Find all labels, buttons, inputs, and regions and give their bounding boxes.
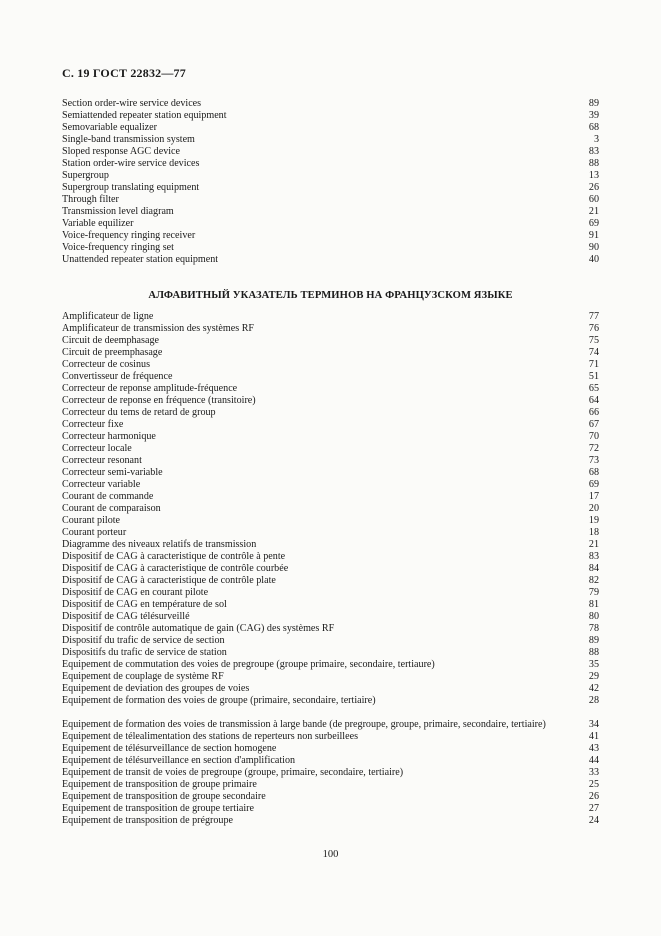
index-entry-number: 20: [588, 503, 599, 514]
index-entry-term: Dispositifs du trafic de service de station: [62, 647, 227, 658]
index-entry-term: Supergroup translating equipment: [62, 182, 200, 193]
index-entry-number: 17: [588, 491, 599, 502]
index-entry-term: Equipement de couplage de système RF: [62, 671, 224, 682]
index-entry: [62, 206, 599, 218]
index-entry-number: 89: [588, 98, 599, 109]
index-entry-number: 75: [588, 335, 599, 346]
english-term-index: [62, 98, 599, 266]
index-entry-term: Transmission level diagram: [62, 206, 174, 217]
index-entry-term: Equipement de deviation des groupes de voies: [62, 683, 250, 694]
index-entry-term: Dispositif de CAG télésurveillé: [62, 611, 190, 622]
index-entry-term: Equipement de transposition de groupe primaire: [62, 779, 257, 790]
index-entry-term: Correcteur semi-variable: [62, 467, 163, 478]
index-entry-number: 78: [588, 623, 599, 634]
index-entry-number: 42: [588, 683, 599, 694]
index-entry-number: 28: [588, 695, 599, 706]
index-entry-term: Correcteur fixe: [62, 419, 124, 430]
index-entry: [62, 311, 599, 323]
index-entry-number: 72: [588, 443, 599, 454]
index-entry-term: Equipement de formation des voies de groupe (primaire, secondaire, tertiaire): [62, 695, 376, 706]
index-entry: [62, 707, 599, 731]
index-entry-term: Correcteur de reponse en fréquence (transitoire): [62, 395, 256, 406]
index-entry-term: Section order-wire service devices: [62, 98, 202, 109]
index-entry: [62, 551, 599, 563]
index-entry: [62, 779, 599, 791]
index-entry-number: 67: [588, 419, 599, 430]
index-entry-term: Dispositif de CAG à caracteristique de contrôle à pente: [62, 551, 286, 562]
index-entry-term: Courant porteur: [62, 527, 127, 538]
index-entry: [62, 527, 599, 539]
index-entry: [62, 455, 599, 467]
index-entry-number: 91: [588, 230, 599, 241]
index-entry-term: Dispositif du trafic de service de section: [62, 635, 225, 646]
index-entry: [62, 503, 599, 515]
index-entry-number: 60: [588, 194, 599, 205]
index-entry: [62, 395, 599, 407]
index-entry: [62, 134, 599, 146]
index-entry-number: 44: [588, 755, 599, 766]
index-entry-term: Amplificateur de ligne: [62, 311, 154, 322]
index-entry-number: 3: [593, 134, 599, 145]
french-index-heading: АЛФАВИТНЫЙ УКАЗАТЕЛЬ ТЕРМИНОВ НА ФРАНЦУЗСКОМ ЯЗЫКЕ: [148, 290, 513, 301]
index-entry-number: 18: [588, 527, 599, 538]
index-entry-number: 34: [588, 719, 599, 730]
index-entry-number: 51: [588, 371, 599, 382]
index-entry: [62, 371, 599, 383]
index-entry: [62, 347, 599, 359]
index-entry: [62, 170, 599, 182]
index-entry: [62, 803, 599, 815]
index-entry-number: 83: [588, 146, 599, 157]
index-entry-term: Courant de comparaison: [62, 503, 161, 514]
index-entry: [62, 407, 599, 419]
index-entry-term: Correcteur harmonique: [62, 431, 156, 442]
index-entry-term: Voice-frequency ringing receiver: [62, 230, 196, 241]
index-entry-term: Correcteur variable: [62, 479, 141, 490]
index-entry: [62, 110, 599, 122]
index-entry-term: Equipement de transposition de groupe secondaire: [62, 791, 266, 802]
french-term-index: [62, 311, 599, 827]
index-entry: [62, 194, 599, 206]
index-entry-number: 26: [588, 791, 599, 802]
index-entry-term: Circuit de preemphasage: [62, 347, 163, 358]
index-entry-term: Unattended repeater station equipment: [62, 254, 219, 265]
index-entry: [62, 563, 599, 575]
index-entry-number: 25: [588, 779, 599, 790]
index-entry-number: 19: [588, 515, 599, 526]
index-entry-term: Correcteur de cosinus: [62, 359, 151, 370]
index-entry-term: Single-band transmission system: [62, 134, 195, 145]
index-entry-term: Convertisseur de fréquence: [62, 371, 173, 382]
index-entry-term: Dispositif de CAG en courant pilote: [62, 587, 209, 598]
index-entry-number: 26: [588, 182, 599, 193]
index-entry-number: 89: [588, 635, 599, 646]
index-entry-number: 68: [588, 122, 599, 133]
index-entry-number: 81: [588, 599, 599, 610]
page-number: 100: [322, 849, 339, 860]
index-entry: [62, 323, 599, 335]
index-entry: [62, 671, 599, 683]
index-entry-number: 33: [588, 767, 599, 778]
index-entry-number: 41: [588, 731, 599, 742]
index-entry-number: 21: [588, 539, 599, 550]
index-entry-number: 77: [588, 311, 599, 322]
index-entry: [62, 335, 599, 347]
index-entry-number: 71: [588, 359, 599, 370]
index-entry-number: 79: [588, 587, 599, 598]
index-entry-number: 35: [588, 659, 599, 670]
index-entry-number: 39: [588, 110, 599, 121]
index-entry-term: Voice-frequency ringing set: [62, 242, 174, 253]
index-entry-number: 68: [588, 467, 599, 478]
index-entry-number: 27: [588, 803, 599, 814]
index-entry-term: Dispositif de CAG en température de sol: [62, 599, 227, 610]
index-entry: [62, 575, 599, 587]
index-entry: [62, 659, 599, 671]
index-entry-number: 90: [588, 242, 599, 253]
index-entry: [62, 479, 599, 491]
index-entry-term: Correcteur de reponse amplitude-fréquence: [62, 383, 238, 394]
index-entry-term: Supergroup: [62, 170, 109, 181]
index-entry-number: 73: [588, 455, 599, 466]
index-entry: [62, 731, 599, 743]
index-entry: [62, 623, 599, 635]
index-entry-term: Semiattended repeater station equipment: [62, 110, 227, 121]
index-entry-number: 13: [588, 170, 599, 181]
index-entry: [62, 683, 599, 695]
index-entry-number: 65: [588, 383, 599, 394]
index-entry-number: 80: [588, 611, 599, 622]
index-entry-number: 84: [588, 563, 599, 574]
index-entry: [62, 491, 599, 503]
index-entry: [62, 635, 599, 647]
index-entry-number: 43: [588, 743, 599, 754]
index-entry: [62, 218, 599, 230]
index-entry-term: Equipement de télésurveillance de section homogene: [62, 743, 277, 754]
index-entry: [62, 182, 599, 194]
index-entry-term: Sloped response AGC device: [62, 146, 181, 157]
index-entry-term: Equipement de transposition de groupe tertiaire: [62, 803, 255, 814]
index-entry: [62, 587, 599, 599]
index-entry-term: Semovariable equalizer: [62, 122, 158, 133]
index-entry-term: Circuit de deemphasage: [62, 335, 159, 346]
index-entry-number: 69: [588, 218, 599, 229]
index-entry: [62, 98, 599, 110]
index-entry: [62, 599, 599, 611]
index-entry: [62, 755, 599, 767]
page-header: С. 19 ГОСТ 22832—77: [62, 66, 186, 80]
index-entry: [62, 146, 599, 158]
index-entry-number: 76: [588, 323, 599, 334]
index-entry-term: Correcteur du tems de retard de group: [62, 407, 216, 418]
index-entry-term: Diagramme des niveaux relatifs de transmission: [62, 539, 257, 550]
index-entry-term: Correcteur locale: [62, 443, 132, 454]
index-entry-term: Dispositif de CAG à caracteristique de contrôle plate: [62, 575, 276, 586]
index-entry-term: Variable equilizer: [62, 218, 134, 229]
index-entry-term: Equipement de télésurveillance en section d'amplification: [62, 755, 296, 766]
index-entry-number: 74: [588, 347, 599, 358]
index-entry-number: 82: [588, 575, 599, 586]
index-entry: [62, 383, 599, 395]
index-entry-term: Station order-wire service devices: [62, 158, 200, 169]
index-entry: [62, 158, 599, 170]
index-entry-number: 24: [588, 815, 599, 826]
index-entry: [62, 467, 599, 479]
index-entry: [62, 791, 599, 803]
index-entry: [62, 443, 599, 455]
index-entry-term: Dispositif de contrôle automatique de gain (CAG) des systèmes RF: [62, 623, 335, 634]
index-entry-number: 66: [588, 407, 599, 418]
index-entry: [62, 767, 599, 779]
index-entry-number: 21: [588, 206, 599, 217]
index-entry-term: Courant pilote: [62, 515, 121, 526]
index-entry: [62, 515, 599, 527]
index-entry: [62, 611, 599, 623]
index-entry-number: 29: [588, 671, 599, 682]
index-entry: [62, 242, 599, 254]
index-entry: [62, 419, 599, 431]
index-entry-term: Equipement de transposition de prégroupe: [62, 815, 233, 826]
index-entry: [62, 695, 599, 707]
index-entry: [62, 359, 599, 371]
index-entry-term: Correcteur resonant: [62, 455, 142, 466]
index-entry-term: Equipement de commutation des voies de pregroupe (groupe primaire, secondaire, tertiaure): [62, 659, 435, 670]
index-entry-number: 83: [588, 551, 599, 562]
index-entry: [62, 122, 599, 134]
index-entry-term: Equipement de formation des voies de transmission à large bande (de pregroupe, groupe, primaire, secondaire, tertiaire): [62, 719, 546, 730]
index-entry-term: Dispositif de CAG à caracteristique de contrôle courbée: [62, 563, 289, 574]
index-entry-number: 40: [588, 254, 599, 265]
index-entry-term: Equipement de télealimentation des stations de reperteurs non surbeillees: [62, 731, 358, 742]
index-entry-term: Equipement de transit de voies de pregroupe (groupe, primaire, secondaire, tertiaire): [62, 767, 404, 778]
index-entry: [62, 539, 599, 551]
index-entry-number: 88: [588, 158, 599, 169]
index-entry-term: Amplificateur de transmission des systèmes RF: [62, 323, 255, 334]
index-entry-term: Courant de commande: [62, 491, 154, 502]
index-entry-number: 69: [588, 479, 599, 490]
index-entry: [62, 647, 599, 659]
index-entry: [62, 815, 599, 827]
index-entry-number: 88: [588, 647, 599, 658]
index-entry: [62, 743, 599, 755]
index-entry: [62, 230, 599, 242]
index-entry: [62, 431, 599, 443]
index-entry-number: 70: [588, 431, 599, 442]
index-entry-number: 64: [588, 395, 599, 406]
index-entry-term: Through filter: [62, 194, 119, 205]
index-entry: [62, 254, 599, 266]
